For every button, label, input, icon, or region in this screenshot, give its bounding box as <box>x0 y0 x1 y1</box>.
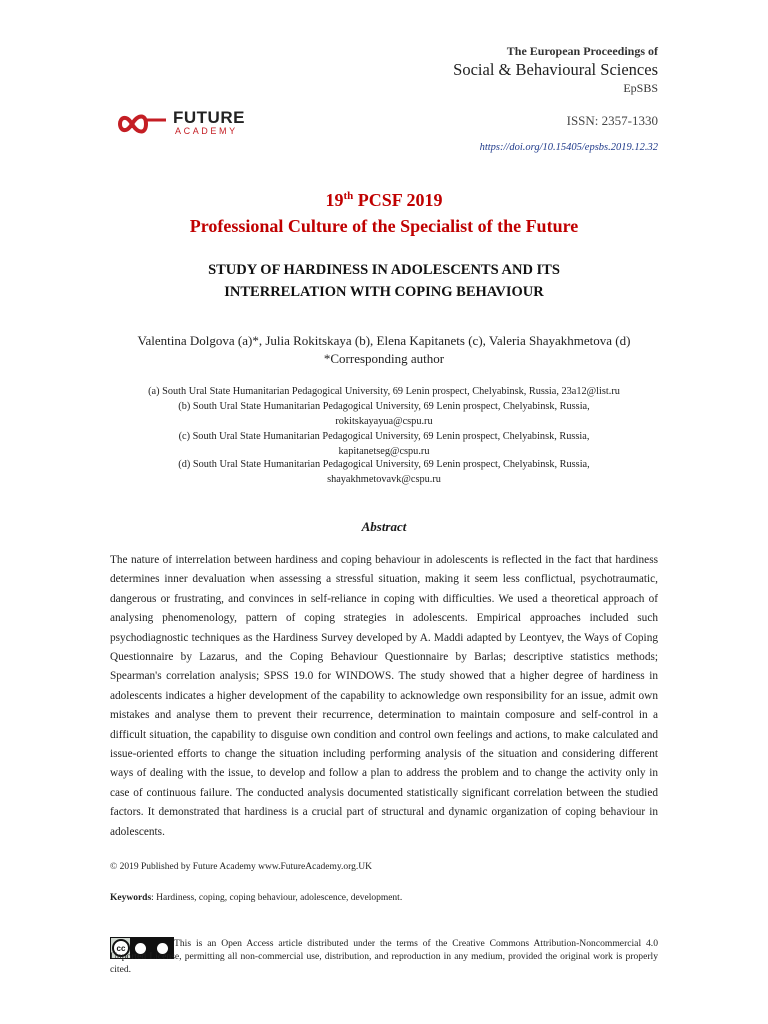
journal-title: Social & Behavioural Sciences <box>453 60 658 79</box>
affiliation-b: (b) South Ural State Humanitarian Pedagogical University, 69 Lenin prospect, Chelyabinsk, Russia, rokitskayayua@cspu.ru <box>178 401 590 427</box>
issn-label: ISSN: 2357-1330 <box>566 113 658 128</box>
conference-subtitle: Professional Culture of the Specialist of the Future <box>189 216 579 236</box>
affiliation-a: (a) South Ural State Humanitarian Pedagogical University, 69 Lenin prospect, Chelyabinsk, Russia, 23a12@list.ru <box>148 386 620 397</box>
abstract-body: The nature of interrelation between hardiness and coping behaviour in adolescents is reflected in the fact that hardiness determines inner devaluation when assessing a stressful situation, making it seem less conflictual, psychotraumatic, dangerous or frustrating, and convinces in self-reliance in coping with difficulties. We used a theoretical approach of analysing phenomenology, pattern of coping strategies in adolescents. Empirical approaches included such psychodiagnostic techniques as the Hardiness Survey developed by A. Maddi adapted by Leontyev, the Ways of Coping Questionnaire by Lazarus, and the Coping Behaviour Questionnaire by Barlas; descriptive statistics methods; Spearman's correlation analysis; SPSS 19.0 for WINDOWS. The study showed that a higher degree of hardiness in adolescents indicates a higher development of the capability to acknowledge own responsibility for an issue, admit own mistakes and analyse them to prevent their recurrence, determination to maintain composure and self-control in a difficult situation, the capability to disguise own condition and control own feelings and actions, to make calculated and issue-oriented efforts to change the situation including performing analysis of the situation and considering different ways of dealing with the issue, to develop and follow a plan to address the problem and to change the activity only in case of continuous failure. The conducted analysis documented statistically significant correlation between the studied factors. It demonstrated that hardiness is a crucial part of structural and dynamic organization of coping behaviour in adolescents. <box>110 554 658 838</box>
author-list: Valentina Dolgova (a)*, Julia Rokitskaya (b), Elena Kapitanets (c), Valeria Shayakhmetova (d) <box>137 333 631 348</box>
keywords-line: Keywords: Hardiness, coping, coping behaviour, adolescence, development. <box>110 893 403 903</box>
license-statement: This is an Open Access article distributed under the terms of the Creative Commons Attribution-Noncommercial 4.0 Unported License, permitting all non-commercial use, distribution, and reproduction in any medium, provided the original work is properly cited. <box>110 938 658 976</box>
affiliation-d: (d) South Ural State Humanitarian Pedagogical University, 69 Lenin prospect, Chelyabinsk, Russia, shayakhmetovavk@cspu.ru <box>178 459 590 485</box>
corresponding-author-note: *Corresponding author <box>323 351 445 366</box>
journal-series-label: The European Proceedings of <box>506 44 658 58</box>
copyright-notice: © 2019 Published by Future Academy www.FutureAcademy.org.UK <box>110 862 373 872</box>
cc-icon: cc <box>112 939 130 957</box>
abstract-heading: Abstract <box>361 519 407 534</box>
logo-wordmark-future: FUTURE <box>173 108 245 127</box>
doi-link[interactable]: https://doi.org/10.15405/epsbs.2019.12.32 <box>479 142 658 153</box>
conference-title: 19th PCSF 2019 <box>325 190 443 210</box>
journal-abbreviation: EpSBS <box>623 81 658 95</box>
logo-wordmark-academy: ACADEMY <box>175 126 238 136</box>
paper-title: STUDY OF HARDINESS IN ADOLESCENTS AND ITS INTERRELATION WITH COPING BEHAVIOUR <box>208 262 560 300</box>
affiliation-c: (c) South Ural State Humanitarian Pedagogical University, 69 Lenin prospect, Chelyabinsk, Russia, kapitanetseg@cspu.ru <box>178 431 590 457</box>
